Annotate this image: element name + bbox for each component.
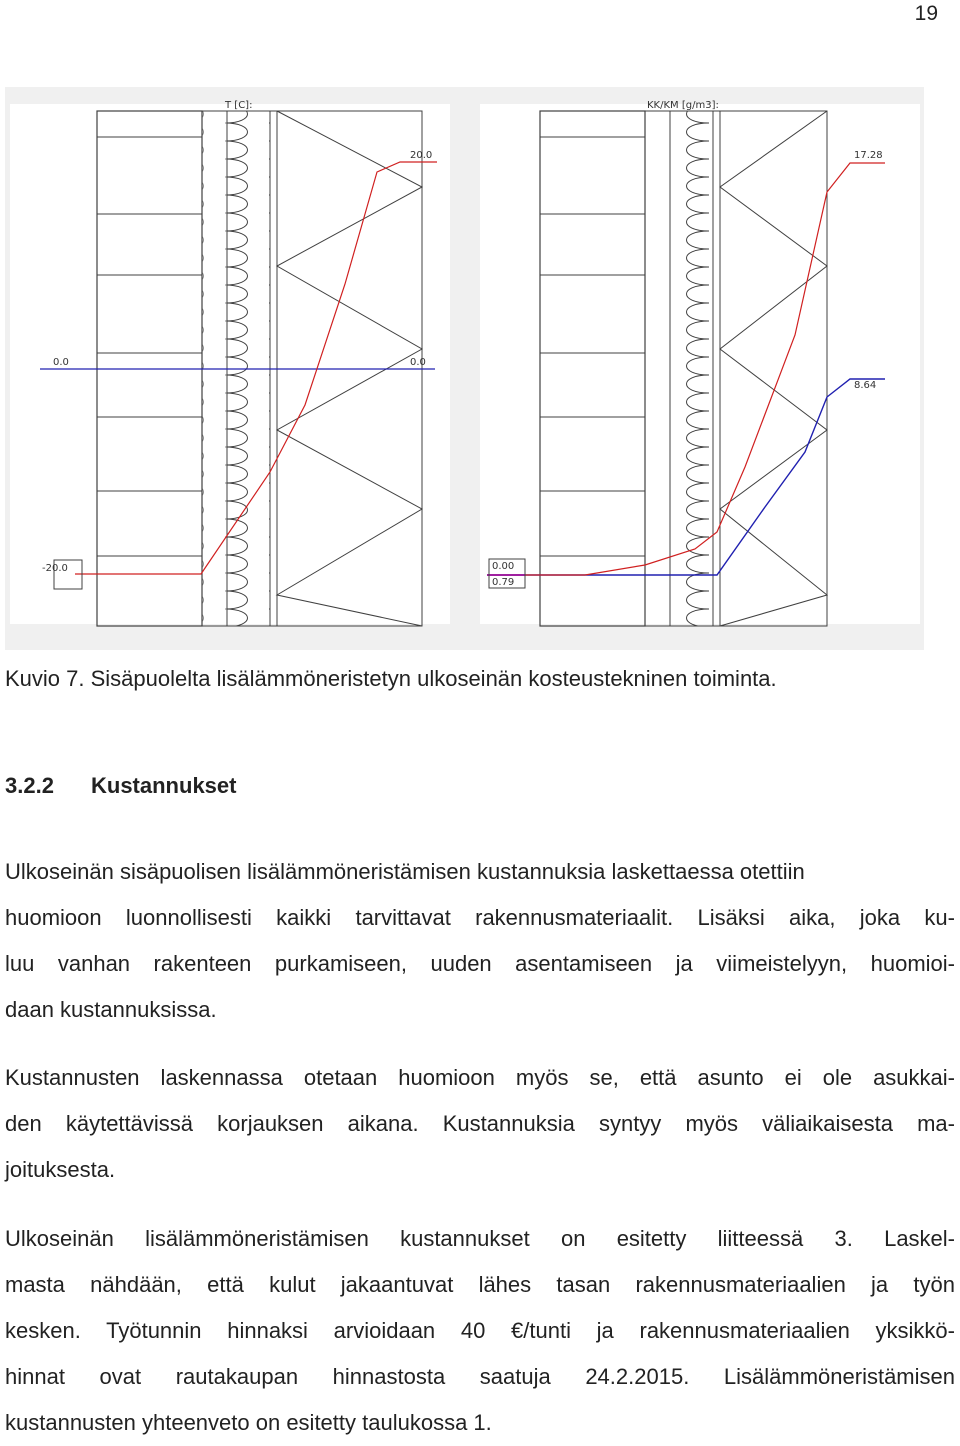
text-line: joituksesta. bbox=[5, 1157, 116, 1182]
left-label-bottom-left: -20.0 bbox=[42, 563, 68, 574]
text-line: Ulkoseinän lisälämmöneristämisen kustannukset on esitetty liitteessä 3. Laskel- bbox=[5, 1226, 955, 1251]
text-line: den käytettävissä korjauksen aikana. Kustannuksia syntyy myös väliaikaisesta ma- bbox=[5, 1111, 955, 1136]
text-line: huomioon luonnollisesti kaikki tarvittavat rakennusmateriaalit. Lisäksi aika, joka ku- bbox=[5, 905, 955, 930]
left-label-mid-left: 0.0 bbox=[53, 357, 69, 368]
right-label-bottom-left-1: 0.00 bbox=[492, 561, 515, 572]
section-title: Kustannukset bbox=[91, 773, 237, 798]
left-label-top-right: 20.0 bbox=[410, 150, 433, 161]
paragraph-3 bbox=[5, 1216, 955, 1446]
paragraph-1 bbox=[5, 849, 955, 1033]
text-line: kesken. Työtunnin hinnaksi arvioidaan 40 €/tunti ja rakennusmateriaalien yksikkö- bbox=[5, 1318, 955, 1343]
right-label-top-right: 17.28 bbox=[854, 150, 883, 161]
wall-moisture-figure bbox=[5, 87, 924, 650]
right-label-bottom-left-2: 0.79 bbox=[492, 577, 515, 588]
figure-caption: Kuvio 7. Sisäpuolelta lisälämmöneristetyn ulkoseinän kosteustekninen toiminta. bbox=[5, 666, 777, 691]
paragraph-2 bbox=[5, 1055, 955, 1193]
left-panel bbox=[10, 100, 450, 626]
left-axis-title: T [C]: bbox=[225, 100, 253, 111]
text-line: hinnat ovat rautakaupan hinnastosta saatuja 24.2.2015. Lisälämmöneristämisen bbox=[5, 1364, 955, 1389]
right-label-mid-right: 8.64 bbox=[854, 380, 877, 391]
text-line: daan kustannuksissa. bbox=[5, 997, 217, 1022]
text-line: Ulkoseinän sisäpuolisen lisälämmöneristämisen kustannuksia laskettaessa otettiin bbox=[5, 859, 805, 884]
text-line: Kustannusten laskennassa otetaan huomioon myös se, että asunto ei ole asukkai- bbox=[5, 1065, 955, 1090]
text-line: luu vanhan rakenteen purkamiseen, uuden asentamiseen ja viimeistelyyn, huomioi- bbox=[5, 951, 955, 976]
text-line: kustannusten yhteenveto on esitetty taulukossa 1. bbox=[5, 1410, 492, 1435]
right-panel bbox=[480, 100, 920, 626]
right-axis-title: KK/KM [g/m3]: bbox=[647, 100, 719, 111]
section-number: 3.2.2 bbox=[5, 773, 54, 798]
section-heading bbox=[5, 773, 236, 799]
page-number: 19 bbox=[914, 2, 938, 25]
text-line: masta nähdään, että kulut jakaantuvat lähes tasan rakennusmateriaalien ja työn bbox=[5, 1272, 955, 1297]
left-label-mid-right: 0.0 bbox=[410, 357, 426, 368]
